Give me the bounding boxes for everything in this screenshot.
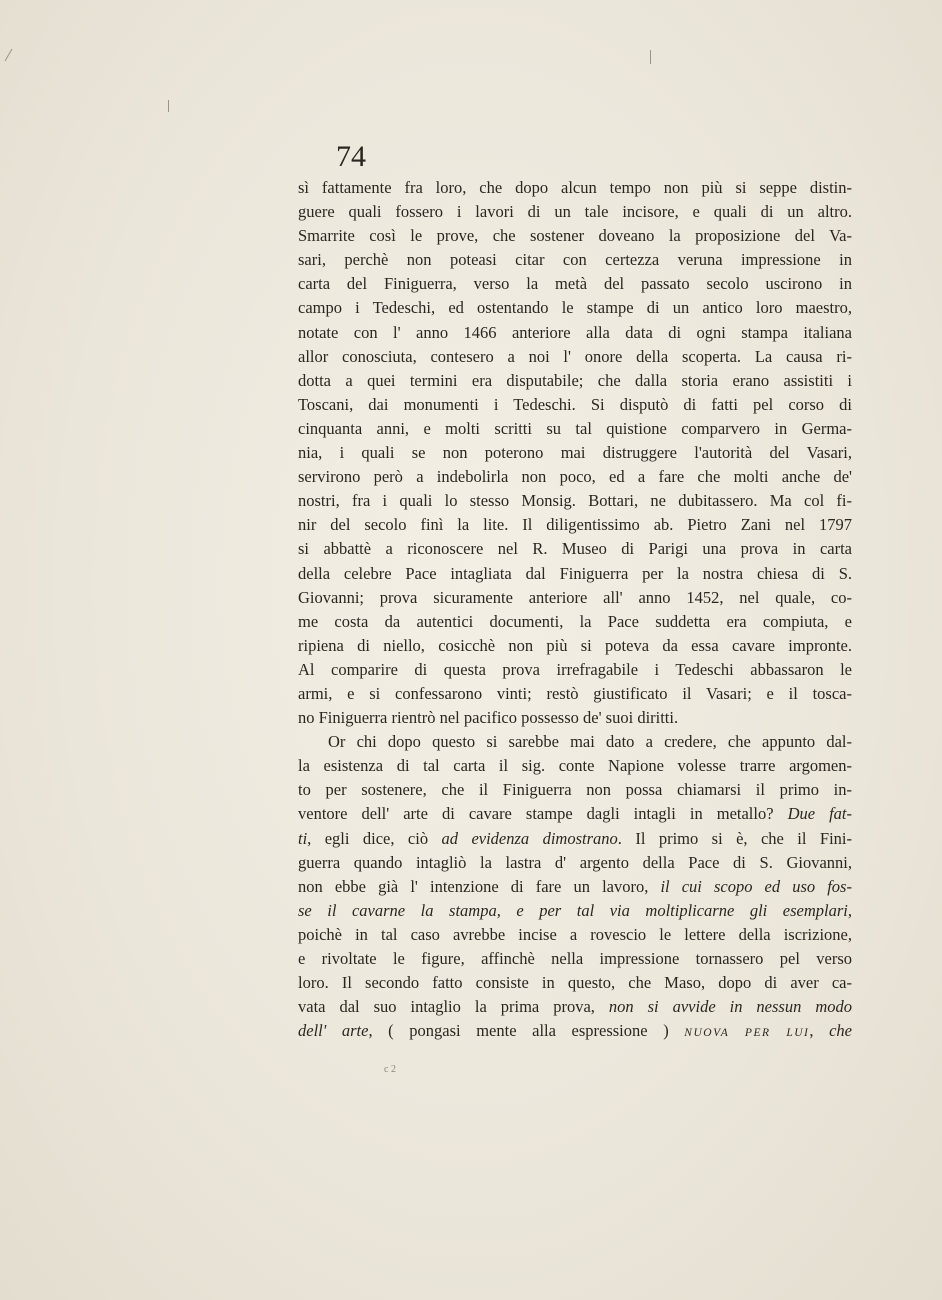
paper-speck — [650, 50, 651, 64]
text-run: Giovanni; prova sicuramente anteriore all' anno 1452, nel quale, co- — [298, 587, 852, 607]
text-run: , — [809, 1021, 830, 1041]
text-run: ti — [298, 828, 308, 848]
paper-speck — [168, 100, 169, 112]
text-run: non ebbe già l' intenzione di fare un lavoro, — [298, 876, 661, 896]
text-run: NUOVA PER LUI — [684, 1027, 810, 1040]
text-line — [298, 851, 852, 875]
text-line — [298, 296, 852, 320]
text-line — [298, 272, 852, 296]
text-run: nia, i quali se non poterono mai distruggere l'autorità del Vasari, — [298, 443, 852, 463]
text-line — [298, 802, 852, 826]
text-run: non si avvide in nessun modo — [608, 997, 852, 1017]
text-line — [298, 899, 852, 923]
text-run: ad evidenza dimostrano — [441, 828, 618, 848]
text-run: me costa da autentici documenti, la Pace suddetta era compiuta, e — [298, 611, 852, 631]
text-line — [298, 1019, 852, 1043]
text-run: se il cavarne la stampa, e per tal via moltiplicarne gli esemplari — [298, 900, 848, 920]
text-run: la esistenza di tal carta il sig. conte Napione volesse trarre argomen- — [298, 756, 852, 776]
text-run: Due fat- — [787, 804, 852, 824]
text-run: Or chi dopo questo si sarebbe mai dato a credere, che appunto dal- — [328, 732, 852, 752]
text-run: si abbattè a riconoscere nel R. Museo di Parigi una prova in carta — [298, 539, 852, 559]
text-run: della celebre Pace intagliata dal Finiguerra per la nostra chiesa di S. — [298, 563, 852, 583]
text-line — [298, 971, 852, 995]
text-line — [298, 682, 852, 706]
text-line — [298, 562, 852, 586]
text-run: vata dal suo intaglio la prima prova, — [298, 997, 609, 1017]
text-run: , — [847, 900, 852, 920]
text-line — [298, 200, 852, 224]
text-run: , ( pongasi mente alla espressione ) — [368, 1021, 685, 1041]
text-line — [298, 465, 852, 489]
text-line — [298, 778, 852, 802]
text-line — [298, 586, 852, 610]
text-line — [298, 827, 852, 851]
text-run: che — [829, 1021, 853, 1041]
text-line — [298, 634, 852, 658]
text-line — [298, 441, 852, 465]
text-line — [298, 658, 852, 682]
text-run: campo i Tedeschi, ed ostentando le stampe di un antico loro maestro, — [298, 298, 852, 318]
text-run: Al comparire di questa prova irrefragabile i Tedeschi abbassaron le — [298, 659, 852, 679]
text-line — [298, 513, 852, 537]
text-run: nostri, fra i quali lo stesso Monsig. Bottari, ne dubitassero. Ma col fi- — [298, 491, 852, 511]
text-run: allor conosciuta, contesero a noi l' onore della scoperta. La causa ri- — [298, 346, 852, 366]
text-run: dotta a quei termini era disputabile; che dalla storia erano assistiti i — [298, 370, 852, 390]
page-number: 74 — [336, 140, 366, 173]
text-run: loro. Il secondo fatto consiste in questo, che Maso, dopo di aver ca- — [298, 973, 852, 993]
text-run: . Il primo si è, che il Fini- — [617, 828, 852, 848]
text-line — [298, 248, 852, 272]
text-line — [298, 875, 852, 899]
text-line — [298, 610, 852, 634]
text-run: poichè in tal caso avrebbe incise a rovescio le lettere della iscrizione, — [298, 924, 852, 944]
text-run: sari, perchè non poteasi citar con certezza veruna impressione in — [298, 250, 852, 270]
text-line — [298, 393, 852, 417]
text-line — [298, 730, 852, 754]
text-run: il cui scopo ed uso fos- — [660, 876, 852, 896]
text-run: no Finiguerra rientrò nel pacifico possesso de' suoi diritti. — [298, 708, 679, 728]
text-run: armi, e si confessarono vinti; restò giustificato il Vasari; e il tosca- — [298, 683, 852, 703]
text-run: Smarrite così le prove, che sostener doveano la proposizione del Va- — [298, 226, 852, 246]
text-run: ripiena di niello, cosicchè non più si poteva da essa cavare impronte. — [298, 635, 852, 655]
text-line — [298, 369, 852, 393]
text-line — [298, 176, 852, 200]
text-line — [298, 947, 852, 971]
text-run: to per sostenere, che il Finiguerra non possa chiamarsi il primo in- — [298, 780, 852, 800]
text-line — [298, 345, 852, 369]
text-line — [298, 995, 852, 1019]
text-run: dell' arte — [298, 1021, 369, 1041]
text-line — [298, 417, 852, 441]
text-run: ventore dell' arte di cavare stampe dagli intagli in metallo? — [298, 804, 788, 824]
text-run: carta del Finiguerra, verso la metà del passato secolo uscirono in — [298, 274, 852, 294]
text-line — [298, 706, 852, 730]
text-run: guere quali fossero i lavori di un tale incisore, e quali di un altro. — [298, 202, 852, 222]
text-line — [298, 537, 852, 561]
text-line — [298, 489, 852, 513]
text-run: Toscani, dai monumenti i Tedeschi. Si disputò di fatti pel corso di — [298, 394, 852, 414]
text-run: guerra quando intagliò la lastra d' argento della Pace di S. Giovanni, — [298, 852, 852, 872]
text-line — [298, 224, 852, 248]
text-run: servirono però a indebolirla non poco, ed a fare che molti anche de' — [298, 467, 852, 487]
text-run: notate con l' anno 1466 anteriore alla data di ogni stampa italiana — [298, 322, 852, 342]
body-text — [298, 176, 852, 1043]
signature-mark: c 2 — [384, 1064, 396, 1075]
text-run: sì fattamente fra loro, che dopo alcun tempo non più si seppe distin- — [298, 178, 852, 197]
text-line — [298, 754, 852, 778]
text-run: nir del secolo finì la lite. Il diligentissimo ab. Pietro Zani nel 1797 — [298, 515, 852, 535]
text-line — [298, 321, 852, 345]
text-run: cinquanta anni, e molti scritti su tal quistione comparvero in Germa- — [298, 418, 852, 438]
text-line — [298, 923, 852, 947]
text-run: , egli dice, ciò — [307, 828, 442, 848]
text-run: e rivoltate le figure, affinchè nella impressione tornassero pel verso — [298, 949, 852, 968]
